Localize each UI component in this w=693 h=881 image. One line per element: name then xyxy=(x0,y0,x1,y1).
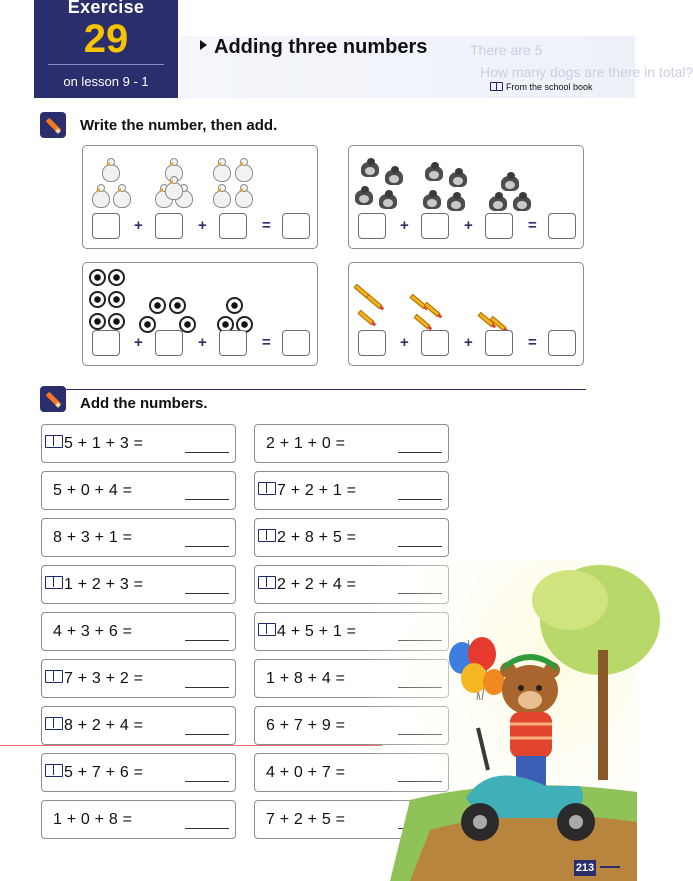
pencil-item-icon xyxy=(357,310,374,325)
plus-sign: + xyxy=(198,217,207,234)
answer-blank[interactable] xyxy=(185,640,229,641)
section2-heading: Add the numbers. xyxy=(80,395,208,412)
answer-blank[interactable] xyxy=(185,781,229,782)
dog-icon xyxy=(379,194,397,209)
lesson-reference: on lesson 9 - 1 xyxy=(63,74,149,89)
sum-expression: 2 + 1 + 0 = xyxy=(266,435,346,452)
answer-blank[interactable] xyxy=(185,734,229,735)
pencil-item-icon xyxy=(365,294,382,309)
answer-box[interactable] xyxy=(358,213,386,239)
sum-expression: 2 + 8 + 5 = xyxy=(258,529,356,547)
bear-scooter-illustration xyxy=(370,560,637,881)
answer-blank[interactable] xyxy=(185,687,229,688)
equals-sign: = xyxy=(262,217,271,234)
book-icon xyxy=(490,82,503,91)
exercise-number: 29 xyxy=(83,17,129,61)
answer-box[interactable] xyxy=(92,213,120,239)
equals-sign: = xyxy=(528,334,537,351)
red-guide-line xyxy=(0,745,382,746)
answer-blank[interactable] xyxy=(398,452,442,453)
answer-blank[interactable] xyxy=(185,593,229,594)
soccer-ball-icon xyxy=(169,297,186,314)
badge-divider xyxy=(48,64,164,65)
chick-icon xyxy=(235,190,253,208)
book-icon xyxy=(45,576,63,589)
tree-foliage xyxy=(532,570,608,630)
ball-group-set xyxy=(83,269,317,331)
sum-expression: 8 + 2 + 4 = xyxy=(45,717,143,735)
equals-sign: = xyxy=(528,217,537,234)
sum-expression: 2 + 2 + 4 = xyxy=(258,576,356,594)
dog-group-set xyxy=(349,152,583,214)
plus-sign: + xyxy=(198,334,207,351)
answer-box[interactable] xyxy=(548,213,576,239)
pencil-icon xyxy=(40,112,66,138)
soccer-ball-icon xyxy=(108,291,125,308)
answer-blank[interactable] xyxy=(185,546,229,547)
page-number: 213 xyxy=(575,862,595,874)
answer-box[interactable] xyxy=(155,213,183,239)
sum-expression: 4 + 3 + 6 = xyxy=(53,623,133,640)
sum-expression: 7 + 2 + 5 = xyxy=(266,811,346,828)
pencil-group-set xyxy=(349,269,583,331)
answer-box[interactable] xyxy=(421,213,449,239)
chick-group-set xyxy=(83,152,317,214)
triangle-bullet-icon xyxy=(200,40,207,50)
plus-sign: + xyxy=(464,217,473,234)
answer-box[interactable] xyxy=(421,330,449,356)
book-icon xyxy=(258,529,276,542)
sum-box xyxy=(41,424,236,463)
sum-box xyxy=(254,424,449,463)
dog-icon xyxy=(501,176,519,191)
sum-box xyxy=(254,471,449,510)
section2-rule xyxy=(62,389,586,390)
picture-panel-dogs xyxy=(348,145,584,249)
sum-expression: 4 + 0 + 7 = xyxy=(266,764,346,781)
answer-box[interactable] xyxy=(155,330,183,356)
page-title-text: Adding three numbers xyxy=(214,36,428,58)
soccer-ball-icon xyxy=(89,291,106,308)
pencil-item-icon xyxy=(413,314,430,329)
answer-row xyxy=(358,330,574,358)
dog-icon xyxy=(449,172,467,187)
answer-row xyxy=(92,330,308,358)
sum-expression: 5 + 0 + 4 = xyxy=(53,482,133,499)
page-title xyxy=(200,36,427,59)
book-icon xyxy=(45,435,63,448)
exercise-badge xyxy=(34,0,178,98)
picture-panel-chicks xyxy=(82,145,318,249)
soccer-ball-icon xyxy=(149,297,166,314)
ghost-text-2: How many dogs are there in total? xyxy=(480,64,693,80)
sum-expression: 7 + 2 + 1 = xyxy=(258,482,356,500)
book-icon xyxy=(258,623,276,636)
dog-icon xyxy=(423,194,441,209)
dog-icon xyxy=(355,190,373,205)
sum-expression: 8 + 3 + 1 = xyxy=(53,529,133,546)
plus-sign: + xyxy=(134,334,143,351)
soccer-ball-icon xyxy=(226,297,243,314)
book-icon xyxy=(45,670,63,683)
sum-expression: 4 + 5 + 1 = xyxy=(258,623,356,641)
answer-box[interactable] xyxy=(358,330,386,356)
bear-shirt xyxy=(510,712,552,758)
school-book-note-text: From the school book xyxy=(506,82,593,92)
answer-blank[interactable] xyxy=(185,828,229,829)
answer-box[interactable] xyxy=(92,330,120,356)
sum-expression: 7 + 3 + 2 = xyxy=(45,670,143,688)
book-icon xyxy=(45,717,63,730)
sum-box xyxy=(41,471,236,510)
book-icon xyxy=(258,482,276,495)
plus-sign: + xyxy=(400,334,409,351)
chick-icon xyxy=(113,190,131,208)
dog-icon xyxy=(385,170,403,185)
dog-icon xyxy=(361,162,379,177)
answer-box[interactable] xyxy=(219,330,247,356)
sum-expression: 1 + 2 + 3 = xyxy=(45,576,143,594)
ghost-text-1: There are 5 xyxy=(470,42,543,58)
sum-expression: 1 + 0 + 8 = xyxy=(53,811,133,828)
picture-panel-balls xyxy=(82,262,318,366)
answer-box[interactable] xyxy=(219,213,247,239)
sum-box xyxy=(41,706,236,745)
exercise-label: Exercise xyxy=(67,0,145,17)
answer-box[interactable] xyxy=(548,330,576,356)
soccer-ball-icon xyxy=(108,313,125,330)
dog-icon xyxy=(513,196,531,211)
answer-box[interactable] xyxy=(282,213,310,239)
answer-row xyxy=(92,213,308,241)
chick-icon xyxy=(165,182,183,200)
answer-box[interactable] xyxy=(485,330,513,356)
dog-icon xyxy=(425,166,443,181)
answer-blank[interactable] xyxy=(398,499,442,500)
dog-icon xyxy=(489,196,507,211)
answer-box[interactable] xyxy=(282,330,310,356)
sum-expression: 5 + 7 + 6 = xyxy=(45,764,143,782)
sum-box xyxy=(41,612,236,651)
answer-row xyxy=(358,213,574,241)
pencil-icon xyxy=(40,386,66,412)
sum-box xyxy=(41,518,236,557)
sum-box xyxy=(254,518,449,557)
chick-icon xyxy=(213,190,231,208)
plus-sign: + xyxy=(400,217,409,234)
soccer-ball-icon xyxy=(89,269,106,286)
sum-box xyxy=(41,753,236,792)
book-icon xyxy=(258,576,276,589)
sum-expression: 5 + 1 + 3 = xyxy=(45,435,143,453)
tree-trunk xyxy=(598,650,608,780)
soccer-ball-icon xyxy=(108,269,125,286)
picture-panel-pencils xyxy=(348,262,584,366)
page-number-line xyxy=(600,866,620,868)
sum-expression: 1 + 8 + 4 = xyxy=(266,670,346,687)
answer-blank[interactable] xyxy=(185,452,229,453)
pencil-item-icon xyxy=(409,294,426,309)
chick-icon xyxy=(102,164,120,182)
soccer-ball-icon xyxy=(89,313,106,330)
answer-blank[interactable] xyxy=(398,546,442,547)
answer-box[interactable] xyxy=(485,213,513,239)
answer-blank[interactable] xyxy=(185,499,229,500)
balloon-yellow xyxy=(461,663,487,693)
sum-expression: 6 + 7 + 9 = xyxy=(266,717,346,734)
chick-icon xyxy=(92,190,110,208)
sum-box xyxy=(41,659,236,698)
plus-sign: + xyxy=(134,217,143,234)
book-icon xyxy=(45,764,63,777)
school-book-note xyxy=(490,82,593,92)
dog-icon xyxy=(447,196,465,211)
plus-sign: + xyxy=(464,334,473,351)
sum-box xyxy=(41,800,236,839)
sum-box xyxy=(41,565,236,604)
chick-icon xyxy=(213,164,231,182)
section1-heading: Write the number, then add. xyxy=(80,117,278,134)
chick-icon xyxy=(235,164,253,182)
equals-sign: = xyxy=(262,334,271,351)
